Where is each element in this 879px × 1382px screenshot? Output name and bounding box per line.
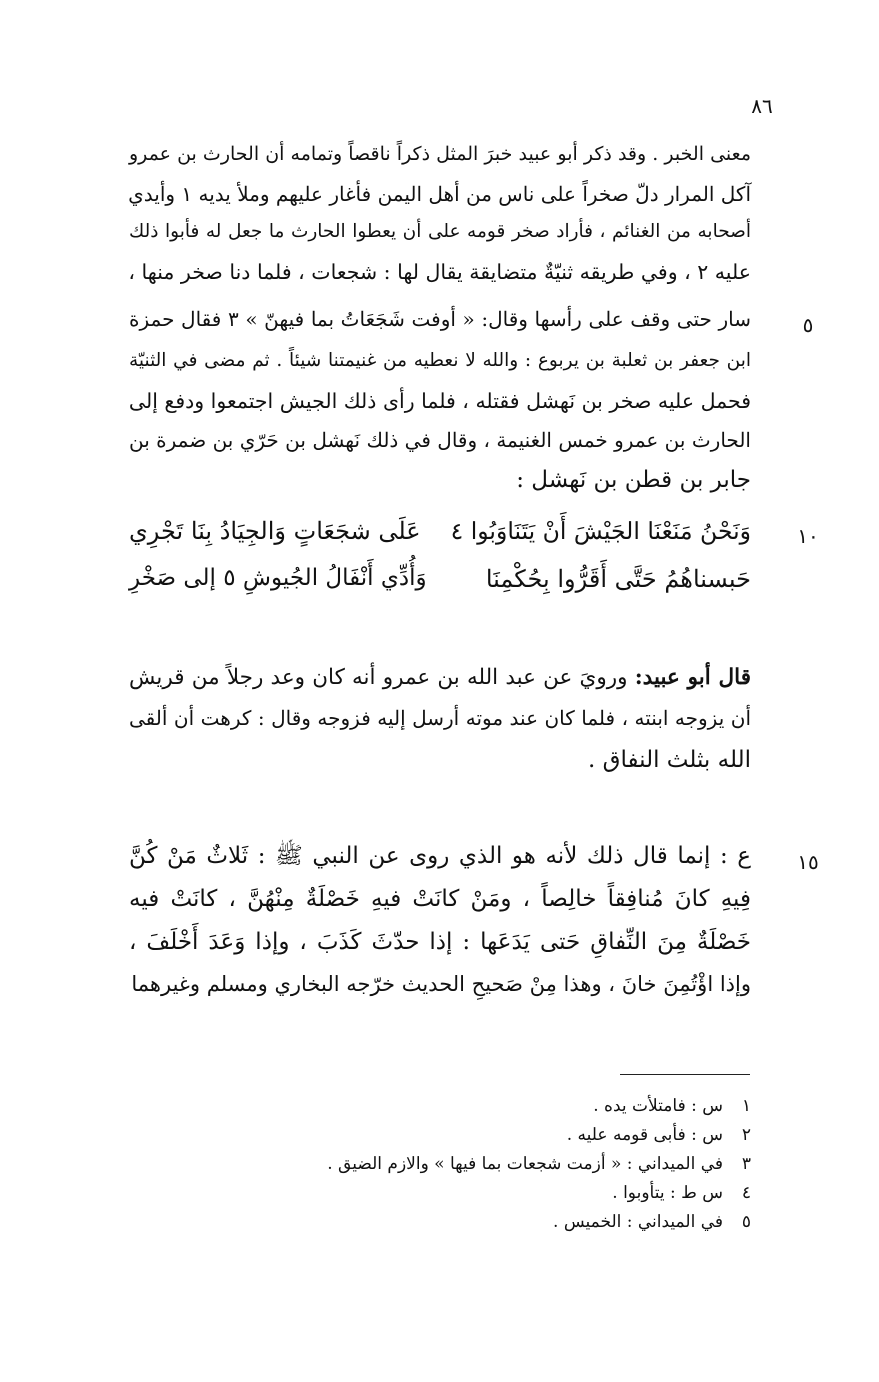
- footnote: [251, 1183, 751, 1203]
- text-line: [129, 665, 751, 691]
- text-line: الحارث بن عمرو خمس الغنيمة ، وقال في ذلك نَهشل بن حَرّي بن ضمرة بن: [129, 428, 751, 452]
- page-number: ٨٦: [751, 94, 773, 118]
- footnote-number: ٢: [741, 1125, 751, 1145]
- text-line: فِيهِ كانَ مُنافِقاً خالِصاً ، ومَنْ كانَتْ فيهِ خَصْلَةٌ مِنْهُنَّ ، كانَتْ فيه: [129, 886, 751, 912]
- text-line: فحمل عليه صخر بن نَهشل فقتله ، فلما رأى ذلك الجيش اجتمعوا ودفع إلى: [128, 389, 751, 413]
- text-line: سار حتى وقف على رأسها وقال: « أوفت شَجَعَاتُ بما فيهنّ » ٣ فقال حمزة: [129, 307, 751, 331]
- footnote-number: ٥: [741, 1212, 751, 1232]
- text-line-content: ورويَ عن عبد الله بن عمرو أنه كان وعد رجلاً من قريش: [129, 665, 628, 690]
- footnote-number: ١: [741, 1096, 751, 1116]
- footnote: [251, 1212, 751, 1232]
- footnote-text: س : فامتلأت يده .: [593, 1096, 723, 1116]
- text-line: أن يزوجه ابنته ، فلما كان عند موته أرسل إليه فزوجه وقال : كرهت أن ألقى: [129, 706, 751, 730]
- speaker-label: قال أبو عبيد:: [634, 665, 752, 690]
- text-line: الله بثلث النفاق .: [588, 747, 751, 773]
- line-number: ٥: [802, 313, 814, 337]
- text-line: معنى الخبر . وقد ذكر أبو عبيد خبرَ المثل ذكراً ناقصاً وتمامه أن الحارث بن عمرو: [129, 143, 751, 165]
- verse-first-hemistich: وَنَحْنُ مَنَعْنَا الجَيْشَ أَنْ يَتَنَاوَبُوا ٤: [450, 517, 751, 545]
- line-number: ١٥: [797, 850, 819, 874]
- verse-line: [129, 517, 751, 553]
- footnote-text: في الميداني : « أزمت شجعات بما فيها » والازم الضيق .: [327, 1154, 723, 1174]
- footnote-text: س ط : يتأوبوا .: [612, 1183, 723, 1203]
- line-number: ١٠: [797, 524, 819, 548]
- footnote-number: ٣: [741, 1154, 751, 1174]
- footnote: [251, 1096, 751, 1116]
- text-line: وإذا اؤْتُمِنَ خانَ ، وهذا مِنْ صَحيحِ الحديث خرّجه البخاري ومسلم وغيرهما: [131, 972, 751, 996]
- footnote-separator: [620, 1074, 750, 1075]
- text-line: خَصْلَةٌ مِنَ النِّفاقِ حَتى يَدَعَها : إذا حدّثَ كَذَبَ ، وإذا وَعَدَ أَخْلَفَ ،: [129, 929, 751, 955]
- footnote: [251, 1125, 751, 1145]
- footnote-number: ٤: [741, 1183, 751, 1203]
- text-line: ع : إنما قال ذلك لأنه هو الذي روى عن النبي ﷺ : ثَلاثٌ مَنْ كُنَّ: [129, 843, 751, 869]
- text-line: أصحابه من الغنائم ، فأراد صخر قومه على أن يعطوا الحارث ما جعل له فأبوا ذلك: [129, 221, 751, 242]
- footnote-text: س : فأبى قومه عليه .: [566, 1125, 723, 1145]
- verse-first-hemistich: حَبسناهُمُ حَتَّى أَقَرُّوا بِحُكْمِنَا: [485, 565, 751, 593]
- footnote: [251, 1154, 751, 1174]
- text-line: ابن جعفر بن ثعلبة بن يربوع : والله لا نعطيه من غنيمتنا شيئاً . ثم مضى في الثنيّة: [129, 350, 751, 371]
- verse-second-hemistich: عَلَى شجَعَاتٍ وَالجِيَادُ بِنَا تَجْرِي: [129, 517, 421, 545]
- text-line: عليه ٢ ، وفي طريقه ثنيّةٌ متضايقة يقال لها : شجعات ، فلما دنا صخر منها ،: [128, 260, 751, 284]
- footnote-text: في الميداني : الخميس .: [553, 1212, 723, 1232]
- verse-line: [129, 565, 751, 601]
- text-line: جابر بن قطن بن نَهشل :: [516, 467, 751, 493]
- verse-second-hemistich: وَأُدِّي أَنْفَالُ الجُيوشِ ٥ إلى صَخْرِ: [129, 565, 427, 591]
- text-line: آكل المرار دلّ صخراً على ناس من أهل اليمن فأغار عليهم وملأ يديه ١ وأيدي: [128, 182, 751, 206]
